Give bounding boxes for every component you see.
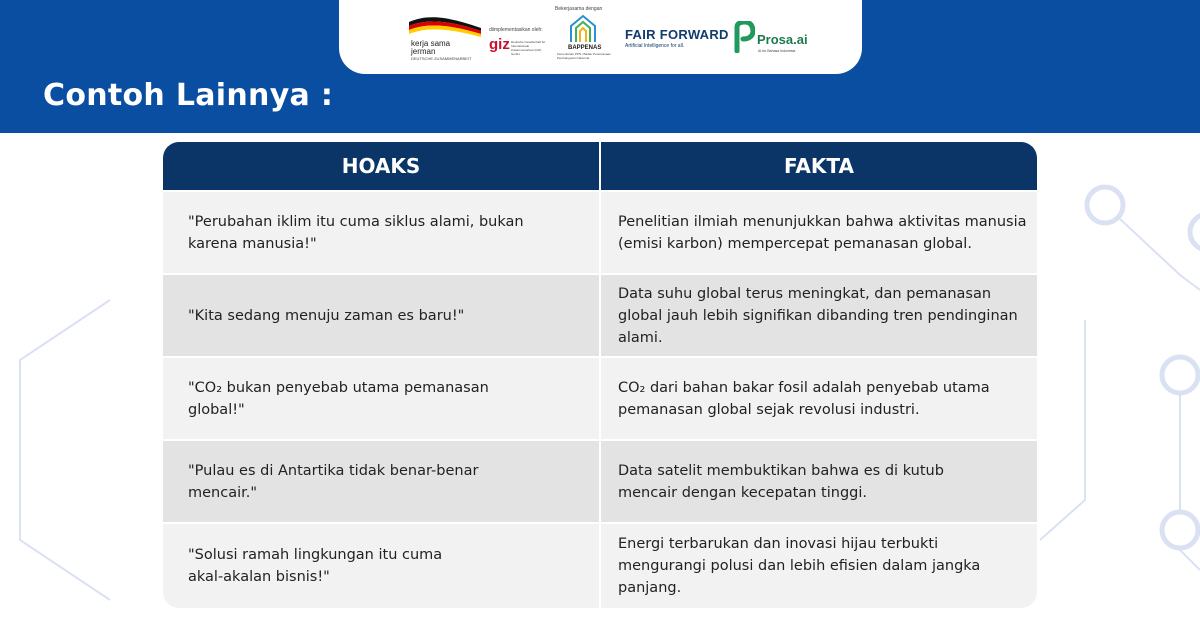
fairforward-tagline: Artificial Intelligence for all. bbox=[625, 43, 685, 49]
fact-cell: Data suhu global terus meningkat, dan pemanasan global jauh lebih signifikan dibanding tren pendinginan alami. bbox=[601, 275, 1037, 356]
header-band bbox=[0, 0, 1200, 133]
hoax-cell: "Perubahan iklim itu cuma siklus alami, bukan karena manusia!" bbox=[163, 192, 599, 273]
german-logo-text-2: jerman bbox=[411, 47, 436, 56]
prosa-logo-text: Prosa.ai bbox=[757, 32, 808, 47]
fact-cell: Energi terbarukan dan inovasi hijau terbukti mengurangi polusi dan lebih efisien dalam jangka panjang. bbox=[601, 524, 1037, 608]
fact-cell: Data satelit membuktikan bahwa es di kutub mencair dengan kecepatan tinggi. bbox=[601, 441, 1037, 522]
fact-cell: Penelitian ilmiah menunjukkan bahwa aktivitas manusia (emisi karbon) mempercepat pemanasan global. bbox=[601, 192, 1037, 273]
table-row bbox=[163, 358, 1037, 439]
table-row bbox=[163, 275, 1037, 356]
hoax-cell: "CO₂ bukan penyebab utama pemanasan global!" bbox=[163, 358, 599, 439]
fact-cell: CO₂ dari bahan bakar fosil adalah penyebab utama pemanasan global sejak revolusi industri. bbox=[601, 358, 1037, 439]
bappenas-emblem-icon bbox=[567, 14, 599, 44]
table-row bbox=[163, 524, 1037, 608]
hoax-cell: "Kita sedang menuju zaman es baru!" bbox=[163, 275, 599, 356]
prosa-logo-icon bbox=[733, 21, 755, 53]
page-title: Contoh Lainnya : bbox=[43, 78, 334, 113]
german-flag-icon bbox=[407, 14, 483, 40]
table-header bbox=[163, 142, 1037, 190]
hoax-cell: "Pulau es di Antartika tidak benar-benar mencair." bbox=[163, 441, 599, 522]
column-header-hoaks: HOAKS bbox=[163, 142, 599, 190]
german-logo-text-1: kerja sama bbox=[411, 39, 451, 48]
giz-fine-print: Deutsche Gesellschaft für Internationale Zusammenarbeit (GIZ) GmbH bbox=[511, 40, 546, 56]
prosa-tagline: AI for Bahasa Indonesia bbox=[758, 49, 796, 53]
partner-logos-panel bbox=[339, 0, 862, 74]
bekerjasama-caption: Bekerjasama dengan bbox=[555, 6, 603, 12]
giz-logo: giz bbox=[489, 36, 510, 53]
table-row bbox=[163, 441, 1037, 522]
table-row bbox=[163, 192, 1037, 273]
german-logo-text-3: DEUTSCHE ZUSAMMENARBEIT bbox=[411, 56, 472, 61]
hoax-fact-table bbox=[163, 142, 1037, 608]
hoax-cell: "Solusi ramah lingkungan itu cuma akal-akalan bisnis!" bbox=[163, 524, 599, 608]
giz-caption: diimplementasikan oleh: bbox=[489, 27, 543, 33]
fairforward-logo: FAIR FORWARD bbox=[625, 27, 729, 42]
bappenas-logo-text: BAPPENAS bbox=[568, 45, 602, 51]
bappenas-subtitle: Kementerian PPN / Badan Perencanaan Pembangunan Nasional bbox=[557, 52, 611, 60]
column-header-fakta: FAKTA bbox=[601, 142, 1037, 190]
